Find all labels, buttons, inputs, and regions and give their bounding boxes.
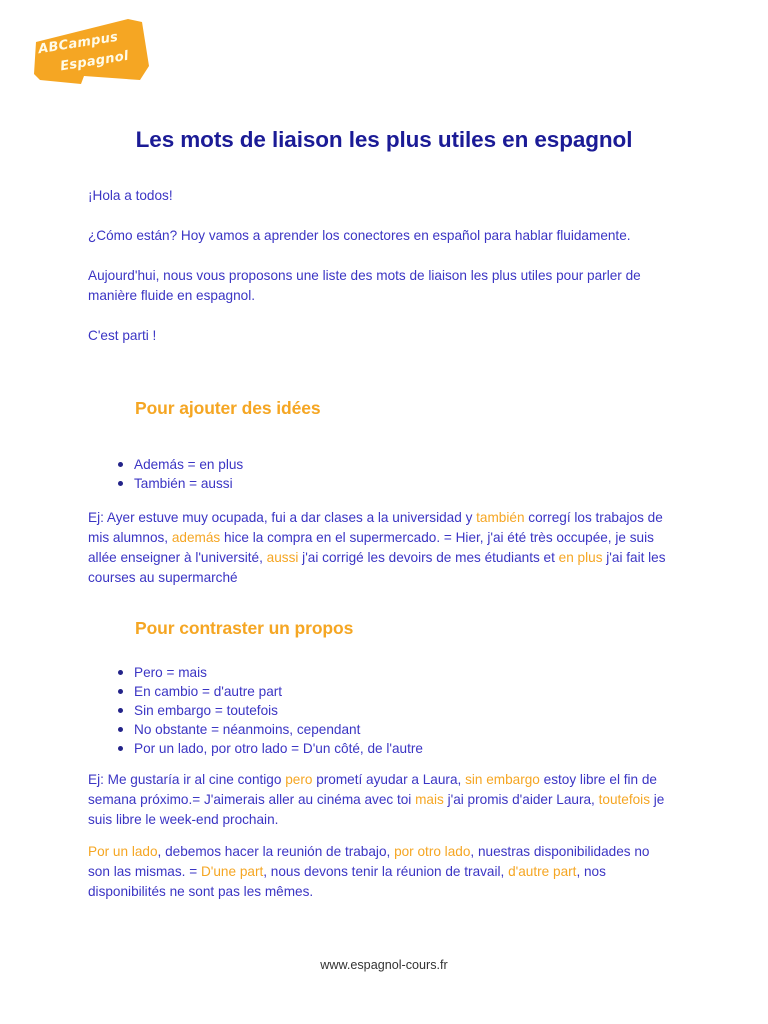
page-title: Les mots de liaison les plus utiles en espagnol [135,127,633,153]
list-item [113,682,673,701]
logo-sticker-shape [24,14,154,88]
connector-highlight: d'autre part [508,864,577,879]
connector-highlight: además [171,530,221,545]
example-text-segment: hice la compra en el supermercado. = Hier, j'ai été très occupée, je suis allée enseigner à l'université, [88,530,654,565]
connector-highlight: toutefois [598,792,650,807]
list-item-label: Por un lado, por otro lado = D'un côté, de l'autre [134,741,423,756]
list-item-label: En cambio = d'autre part [134,684,283,699]
example-paragraph-add-ideas [88,508,670,588]
brand-logo [24,14,154,88]
bullet-list-add-ideas [113,455,673,493]
logo-line-1: ABCampus [37,29,120,58]
connector-highlight: aussi [266,550,299,565]
example-text-segment: j'ai fait les courses au supermarché [88,550,666,585]
section-heading-contrast: Pour contraster un propos [135,618,354,638]
intro-block [88,186,674,366]
intro-spanish: ¿Cómo están? Hoy vamos a aprender los conectores en español para hablar fluidamente. [88,228,631,243]
example-text-segment: Ej: Ayer estuve muy ocupada, fui a dar clases a la universidad y [88,510,477,525]
example-text-segment: je suis libre le week-end prochain. [88,792,665,827]
intro-french: Aujourd'hui, nous vous proposons une liste des mots de liaison les plus utiles pour parler de manière fluide en espagnol. [88,268,641,303]
example-text-segment: estoy libre el fin de semana próximo.= J'aimerais aller au cinéma avec toi [88,772,657,807]
bullet-list-contrast [113,663,673,758]
example-text-segment: , nuestras disponibilidades no son las mismas. = [88,844,650,879]
list-item [113,720,673,739]
section-heading-add-ideas: Pour ajouter des idées [135,398,321,418]
connector-highlight: D'une part [200,864,264,879]
list-item [113,474,673,493]
example-text-segment: , debemos hacer la reunión de trabajo, [157,844,395,859]
list-item [113,701,673,720]
connector-highlight: mais [415,792,444,807]
list-item [113,455,673,474]
list-item-label: Pero = mais [134,665,207,680]
example-text-segment: Ej: Me gustaría ir al cine contigo [88,772,286,787]
connector-highlight: por otro lado [394,844,471,859]
list-item [113,739,673,758]
footer-website: www.espagnol-cours.fr [320,958,448,972]
example-text-segment: corregí los trabajos de mis alumnos, [88,510,663,545]
example-text-segment: j'ai promis d'aider Laura, [443,792,599,807]
connector-highlight: sin embargo [465,772,540,787]
example-text-segment: prometí ayudar a Laura, [312,772,466,787]
example-paragraph-contrast-1 [88,770,670,830]
intro-lets-go: C'est parti ! [88,328,157,343]
example-paragraph-contrast-2 [88,842,670,902]
connector-highlight: Por un lado [88,844,158,859]
list-item-label: No obstante = néanmoins, cependant [134,722,361,737]
example-text-segment: , nos disponibilités ne sont pas les mêmes. [88,864,606,899]
connector-highlight: en plus [558,550,603,565]
list-item-label: También = aussi [134,476,233,491]
example-text-segment: , nous devons tenir la réunion de travail, [263,864,509,879]
intro-greeting: ¡Hola a todos! [88,188,173,203]
list-item-label: Además = en plus [134,457,244,472]
logo-line-2: Espagnol [59,48,130,75]
example-text-segment: j'ai corrigé les devoirs de mes étudiants et [298,550,559,565]
list-item-label: Sin embargo = toutefois [134,703,278,718]
list-item [113,663,673,682]
connector-highlight: pero [285,772,313,787]
connector-highlight: también [476,510,525,525]
